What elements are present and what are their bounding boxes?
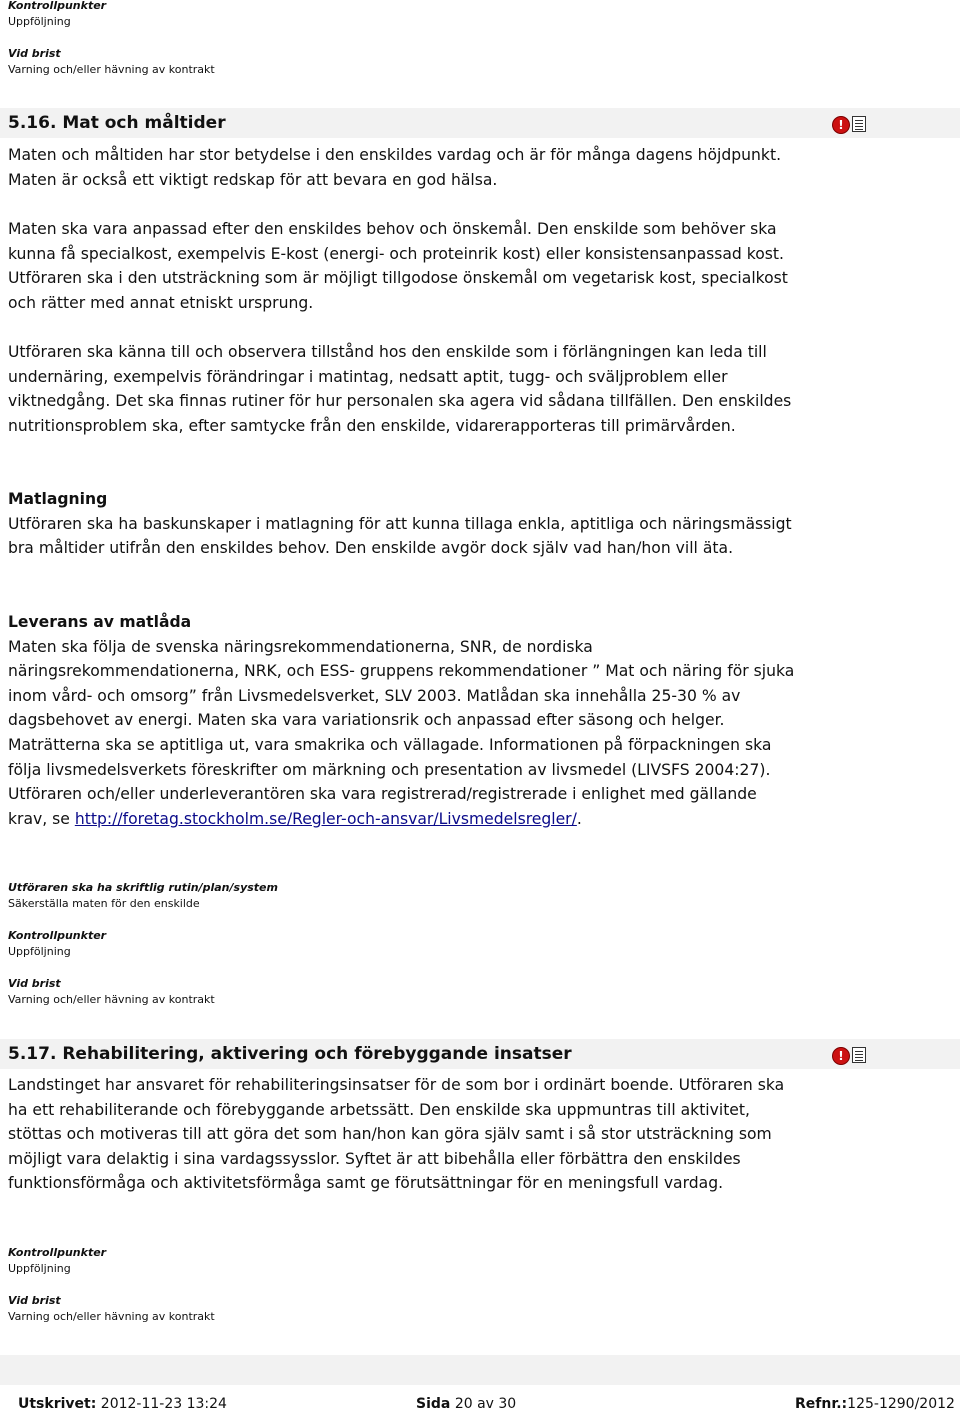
sida-value: 20 av 30 xyxy=(454,1396,517,1412)
brist-value: Varning och/eller hävning av kontrakt xyxy=(8,1310,215,1323)
leverans-text-body: Maten ska följa de svenska näringsrekommendationerna, SNR, de nordiska näringsrekommendationerna, NRK, och ESS- gruppens rekommendationer ” Mat och näring för sjuka inom vård- och omsorg” från Livsmedelsverket, SLV 2003. Matlådan ska innehålla 25-30 % av dagsbehovet av energi. Maten ska vara variationsrik och anpassad efter säsong och helger. Maträtterna ska se aptitliga ut, vara smakrika och vällagade. Informationen på förpackningen ska följa livsmedelsverkets föreskrifter om märkning och presentation av livsmedel (LIVSFS 2004:27). Utföraren och/eller underleverantören ska vara registrerad/registrerade i enlighet med gällande krav, se xyxy=(8,637,795,828)
brist-label: Vid brist xyxy=(8,1294,61,1307)
section-516-body xyxy=(8,143,798,192)
document-icon[interactable] xyxy=(852,116,866,132)
footer-band xyxy=(0,1355,960,1385)
section-516-para2-wrap xyxy=(8,217,798,315)
rutin-label: Utföraren ska ha skriftlig rutin/plan/system xyxy=(8,881,278,894)
leverans-text xyxy=(8,635,798,832)
brist-value: Varning och/eller hävning av kontrakt xyxy=(8,993,215,1006)
kontroll-value: Uppföljning xyxy=(8,15,71,28)
footer-page xyxy=(416,1396,516,1412)
footer-printed xyxy=(18,1396,227,1412)
section-516-meta xyxy=(8,880,278,1008)
kontroll-value: Uppföljning xyxy=(8,945,71,958)
rutin-value: Säkerställa maten för den enskilde xyxy=(8,897,200,910)
warning-icon[interactable]: ! xyxy=(832,1047,850,1065)
section-516-header xyxy=(0,108,960,138)
section-517-title: 5.17. Rehabilitering, aktivering och förebyggande insatser xyxy=(8,1044,572,1064)
leverans-block xyxy=(8,610,798,831)
section-517-body xyxy=(8,1073,798,1196)
utskrivet-value: 2012-11-23 13:24 xyxy=(100,1396,227,1412)
kontroll-label: Kontrollpunkter xyxy=(8,1246,107,1259)
document-icon[interactable] xyxy=(852,1047,866,1063)
refnr-value: 125-1290/2012 xyxy=(847,1396,955,1412)
utskrivet-label: Utskrivet: xyxy=(18,1396,97,1412)
section-516-title: 5.16. Mat och måltider xyxy=(8,113,226,133)
top-meta xyxy=(8,0,215,78)
leverans-heading: Leverans av matlåda xyxy=(8,613,192,631)
section-516-para3-wrap xyxy=(8,340,798,438)
livsmedelsregler-link[interactable]: http://foretag.stockholm.se/Regler-och-ansvar/Livsmedelsregler/ xyxy=(74,809,577,828)
section-517-icons xyxy=(832,1047,866,1065)
kontroll-value: Uppföljning xyxy=(8,1262,71,1275)
section-517-meta xyxy=(8,1245,215,1325)
section-516-para1: Maten och måltiden har stor betydelse i den enskildes vardag och är för många dagens höjdpunkt. Maten är också ett viktigt redskap för att bevara en god hälsa. xyxy=(8,146,782,189)
refnr-label: Refnr.: xyxy=(795,1396,848,1412)
brist-value: Varning och/eller hävning av kontrakt xyxy=(8,63,215,76)
section-516-para2: Maten ska vara anpassad efter den enskildes behov och önskemål. Den enskilde som behöver ska kunna få specialkost, exempelvis E-kost (energi- och proteinrik kost) eller konsistensanpassad kost. Utföraren ska i den utsträckning som är möjligt tillgodose önskemål om vegetarisk kost, specialkost och rätter med annat etniskt ursprung. xyxy=(8,220,788,312)
brist-label: Vid brist xyxy=(8,977,61,990)
matlagning-block xyxy=(8,487,798,561)
sida-label: Sida xyxy=(416,1396,451,1412)
footer-refnr xyxy=(795,1396,955,1412)
section-517-header xyxy=(0,1039,960,1069)
warning-icon[interactable]: ! xyxy=(832,116,850,134)
matlagning-text: Utföraren ska ha baskunskaper i matlagning för att kunna tillaga enkla, aptitliga och näringsmässigt bra måltider utifrån den enskildes behov. Den enskilde avgör dock själv vad han/hon vill äta. xyxy=(8,514,792,558)
section-516-icons xyxy=(832,116,866,134)
matlagning-heading: Matlagning xyxy=(8,490,108,508)
leverans-text-end: . xyxy=(576,809,582,828)
section-516-para3: Utföraren ska känna till och observera tillstånd hos den enskilde som i förlängningen kan leda till undernäring, exempelvis förändringar i matintag, nedsatt aptit, tugg- och sväljproblem eller viktnedgång. Det ska finnas rutiner för hur personalen ska agera vid sådana tillfällen. Den enskildes nutritionsproblem ska, efter samtycke från den enskilde, vidarerapporteras till primärvården. xyxy=(8,343,792,435)
kontroll-label: Kontrollpunkter xyxy=(8,0,107,12)
brist-label: Vid brist xyxy=(8,47,61,60)
section-517-para1: Landstinget har ansvaret för rehabiliteringsinsatser för de som bor i ordinärt boende. Utföraren ska ha ett rehabiliterande och förebyggande arbetssätt. Den enskilde ska uppmuntras till aktivitet, stöttas och motiveras till att göra det som han/hon kan göra själv samt i så stor utsträckning som möjligt vara delaktig i sina vardagssysslor. Syftet är att bibehålla eller förbättra den enskildes funktionsförmåga och aktivitetsförmåga samt ge förutsättningar för en meningsfull vardag. xyxy=(8,1076,785,1193)
kontroll-label: Kontrollpunkter xyxy=(8,929,107,942)
